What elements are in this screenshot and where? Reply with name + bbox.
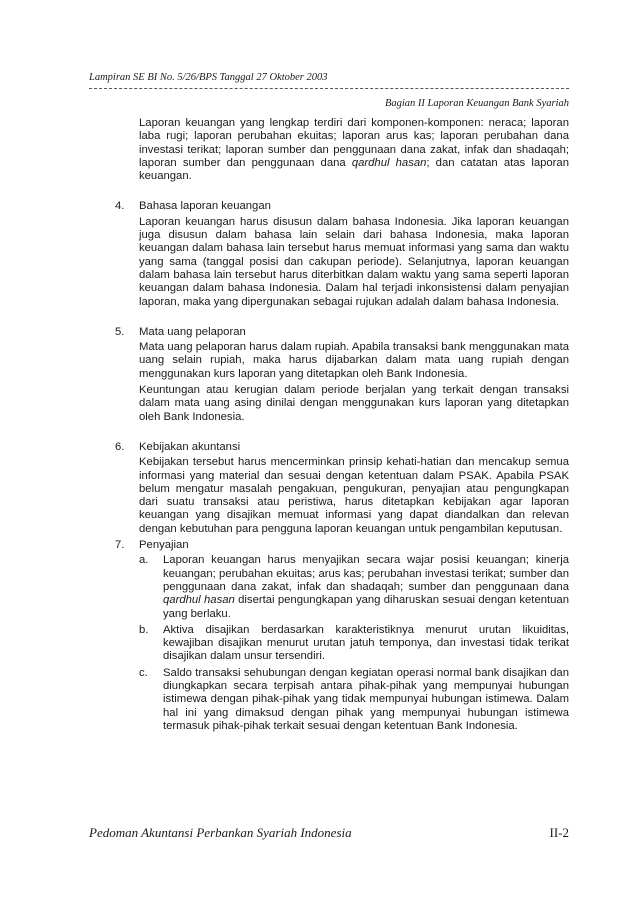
header-reference: Lampiran SE BI No. 5/26/BPS Tanggal 27 Oktober 2003 xyxy=(89,72,328,83)
item-title: Kebijakan akuntansi xyxy=(139,440,241,453)
document-body xyxy=(89,117,569,733)
sub-item-text: Saldo transaksi sehubungan dengan kegiatan operasi normal bank disajikan dan diungkapkan secara terpisah antara pihak-pihak yang mempunyai hubungan istimewa dengan pihak-pihak yang tidak mempunyai hubungan istimewa. Dalam hal ini yang dimaksud dengan pihak yang mempunyai hubungan istimewa termasuk pihak-pihak terkait sesuai dengan ketentuan Bank Indonesia. xyxy=(163,666,569,732)
item-number: 5. xyxy=(115,325,125,338)
intro-italic-term: qardhul hasan xyxy=(351,156,427,169)
intro-text-end: ; dan catatan atas laporan keuangan. xyxy=(139,156,569,183)
sub-item-b xyxy=(139,624,569,664)
item-paragraph: Keuntungan atau kerugian dalam periode berjalan yang terkait dengan transaksi dalam mata uang asing dinilai dengan menggunakan kurs laporan yang ditetapkan oleh Bank Indonesia. xyxy=(139,384,569,423)
sub-item-text: Laporan keuangan harus menyajikan secara wajar posisi keuangan; kinerja keuangan; perubahan ekuitas; arus kas; perubahan investasi terikat; sumber dan penggunaan dana zakat, infak dan shadaqah; sumber dan penggunaan dana qardhul hasan disertai pengungkapan yang diharuskan sesuai dengan ketentuan yang berlaku. xyxy=(163,554,569,620)
item-title: Bahasa laporan keuangan xyxy=(139,200,271,213)
item-paragraph: Mata uang pelaporan harus dalam rupiah. Apabila transaksi bank menggunakan mata uang selain rupiah, maka harus dijabarkan dalam mata uang rupiah dengan menggunakan kurs laporan yang ditetapkan oleh Bank Indonesia. xyxy=(139,341,569,380)
sub-item-letter: b. xyxy=(139,623,149,636)
page-number: II-2 xyxy=(549,825,569,840)
section-item-7 xyxy=(89,539,569,733)
item-title: Penyajian xyxy=(139,539,189,552)
sub-item-c xyxy=(139,667,569,733)
sub-item-letter: a. xyxy=(139,554,149,567)
item-number: 7. xyxy=(115,539,125,552)
intro-text: Laporan keuangan yang lengkap terdiri dari komponen-komponen: neraca; laporan laba rugi; laporan perubahan ekuitas; laporan arus kas; laporan perubahan dana investasi terikat; laporan sumber dan penggunaan dana zakat, infak dan shadaqah; laporan sumber dan penggunaan dana xyxy=(139,117,569,169)
sub-item-a xyxy=(139,554,569,620)
italic-term: qardhul hasan xyxy=(163,594,235,607)
intro-paragraph xyxy=(139,117,569,183)
header-section-title: Bagian II Laporan Keuangan Bank Syariah xyxy=(384,98,569,109)
item-number: 4. xyxy=(115,200,125,213)
section-item-5 xyxy=(89,326,569,424)
item-paragraph: Laporan keuangan harus disusun dalam bahasa Indonesia. Jika laporan keuangan juga disusun dalam bahasa lain selain dari bahasa Indonesia, maka laporan keuangan dalam bahasa lain tersebut harus memuat informasi yang sama dan waktu yang sama (tanggal posisi dan cakupan periode). Selanjutnya, laporan keuangan dalam bahasa lain tersebut harus diterbitkan dalam waktu yang sama seperti laporan keuangan dalam bahasa Indonesia. Dalam hal terjadi inkonsistensi dalam penyajian laporan, maka yang dipergunakan sebagai rujukan adalah dalam bahasa Indonesia. xyxy=(139,215,569,308)
sub-item-letter: c. xyxy=(139,666,148,679)
item-paragraph: Kebijakan tersebut harus mencerminkan prinsip kehati-hatian dan mencakup semua informasi yang material dan sesuai dengan ketentuan dalam PSAK. Apabila PSAK belum mengatur masalah pengakuan, pengukuran, penyajian atau pengungkapan dari suatu transaksi atau peristiwa, harus ditetapkan kebijakan agar laporan keuangan yang disajikan memuat informasi yang dapat diandalkan dan relevan dengan kebutuhan para pengguna laporan keuangan untuk pengambilan keputusan. xyxy=(139,456,569,535)
sub-item-text: Aktiva disajikan berdasarkan karakteristiknya menurut urutan likuiditas, kewajiban disajikan menurut urutan jatuh temponya, dan investasi tidak terikat disajikan dalam unsur tersendiri. xyxy=(163,623,569,663)
item-number: 6. xyxy=(115,440,125,453)
item-title: Mata uang pelaporan xyxy=(139,325,246,338)
header-divider xyxy=(89,88,569,89)
section-item-4 xyxy=(89,200,569,308)
section-item-6 xyxy=(89,441,569,536)
footer-title: Pedoman Akuntansi Perbankan Syariah Indonesia xyxy=(89,825,352,840)
